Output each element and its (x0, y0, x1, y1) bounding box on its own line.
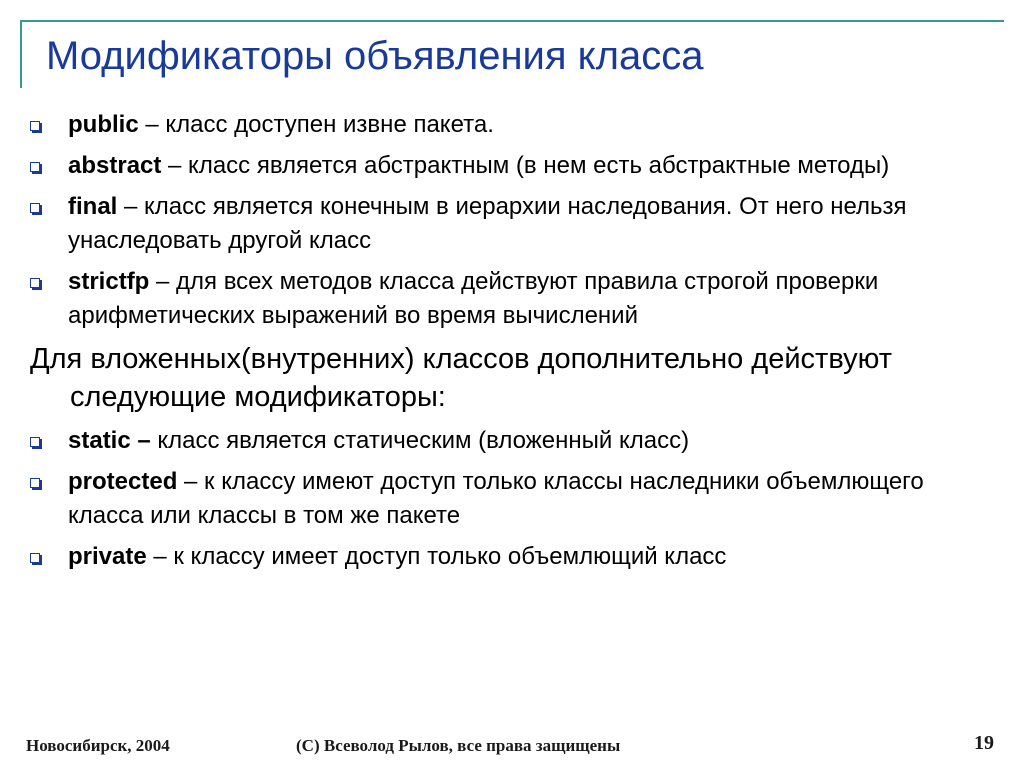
item-text: – к классу имеют доступ только классы наследники объемлющего класса или классы в том же пакете (68, 468, 924, 529)
square-bullet-icon (30, 162, 40, 172)
item-keyword: abstract (68, 152, 162, 179)
title-frame-top-line (20, 20, 1004, 22)
list-item-static (30, 424, 990, 458)
square-bullet-icon (30, 478, 40, 488)
list-item-final (30, 190, 990, 258)
nested-classes-paragraph: Для вложенных(внутренних) классов дополнительно действуют следующие модификаторы: (30, 343, 892, 413)
item-keyword: protected (68, 468, 178, 495)
footer-copyright: (C) Всеволод Рылов, все права защищены (296, 736, 621, 755)
title-frame-left-line (20, 20, 22, 88)
item-text: – класс доступен извне пакета. (138, 111, 494, 138)
list-item-strictfp (30, 265, 990, 333)
item-keyword: public (68, 111, 139, 138)
item-keyword: static – (68, 427, 151, 454)
item-keyword: final (68, 193, 118, 220)
item-text: – к классу имеет доступ только объемлющий класс (146, 543, 727, 570)
list-item-private (30, 540, 990, 574)
item-text: – класс является абстрактным (в нем есть абстрактные методы) (161, 152, 890, 179)
footer-location: Новосибирск, 2004 (26, 736, 170, 755)
item-text: – класс является конечным в иерархии наследования. От него нельзя унаследовать другой класс (68, 193, 907, 254)
slide-content (30, 108, 990, 581)
item-text: класс является статическим (вложенный класс) (150, 427, 690, 454)
square-bullet-icon (30, 203, 40, 213)
square-bullet-icon (30, 553, 40, 563)
list-item-protected (30, 465, 990, 533)
list-item-abstract (30, 149, 990, 183)
square-bullet-icon (30, 278, 40, 288)
item-text: – для всех методов класса действуют правила строгой проверки арифметических выражений во время вычислений (68, 268, 879, 329)
slide-title: Модификаторы объявления класса (46, 34, 704, 78)
square-bullet-icon (30, 121, 40, 131)
square-bullet-icon (30, 437, 40, 447)
list-item-public (30, 108, 990, 142)
item-keyword: strictfp (68, 268, 150, 295)
page-number: 19 (974, 732, 994, 754)
item-keyword: private (68, 543, 147, 570)
